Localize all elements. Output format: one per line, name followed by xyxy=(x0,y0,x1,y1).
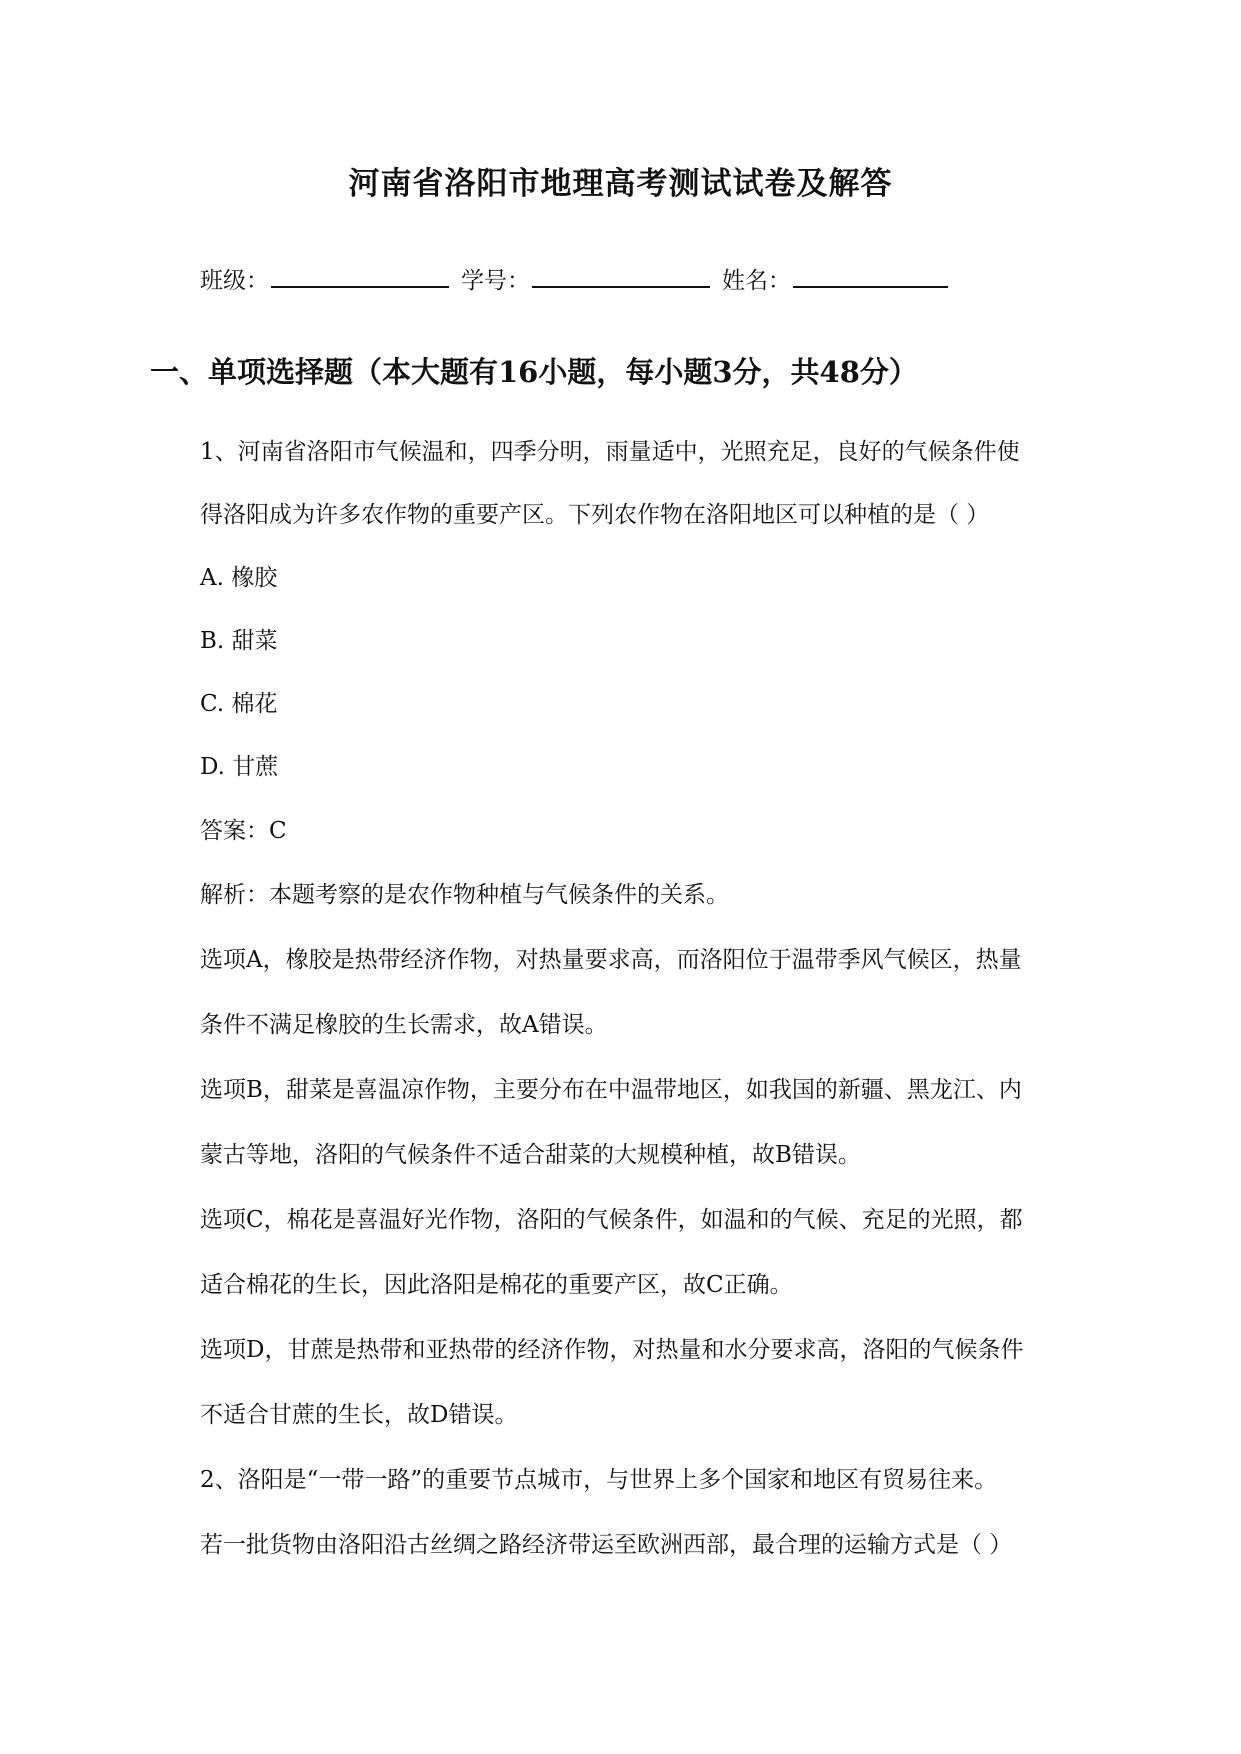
name-label: 姓名： xyxy=(722,268,791,294)
analysis-line: 条件不满足橡胶的生长需求，故A错误。 xyxy=(200,1012,608,1038)
analysis-line: 不适合甘蔗的生长，故D错误。 xyxy=(200,1402,518,1428)
analysis-line: 选项C，棉花是喜温好光作物，洛阳的气候条件，如温和的气候、充足的光照，都 xyxy=(200,1207,1023,1233)
question-1-stem-line-1: 1、河南省洛阳市气候温和，四季分明，雨量适中，光照充足，良好的气候条件使 xyxy=(200,439,1020,465)
question-1-option-a: A. 橡胶 xyxy=(200,565,278,591)
class-blank xyxy=(271,266,449,288)
question-1-analysis-intro: 解析：本题考察的是农作物种植与气候条件的关系。 xyxy=(200,882,729,908)
question-1-answer: 答案：C xyxy=(200,818,287,844)
student-info-row xyxy=(200,262,960,295)
analysis-line: 选项A，橡胶是热带经济作物，对热量要求高，而洛阳位于温带季风气候区，热量 xyxy=(200,947,1022,973)
name-blank xyxy=(793,266,948,288)
analysis-line: 选项B，甜菜是喜温凉作物，主要分布在中温带地区，如我国的新疆、黑龙江、内 xyxy=(200,1077,1022,1103)
student-id-label: 学号： xyxy=(461,268,530,294)
question-1-option-b: B. 甜菜 xyxy=(200,628,278,654)
class-label: 班级： xyxy=(200,268,269,294)
question-1-stem-line-2: 得洛阳成为许多农作物的重要产区。下列农作物在洛阳地区可以种植的是（ ） xyxy=(200,502,990,528)
analysis-line: 蒙古等地，洛阳的气候条件不适合甜菜的大规模种植，故B错误。 xyxy=(200,1142,861,1168)
section-heading: 一、单项选择题（本大题有16小题，每小题3分，共48分） xyxy=(150,355,918,389)
question-1-option-c: C. 棉花 xyxy=(200,691,278,717)
question-2-stem-line-1: 2、洛阳是“一带一路”的重要节点城市，与世界上多个国家和地区有贸易往来。 xyxy=(200,1467,998,1493)
page-title: 河南省洛阳市地理高考测试试卷及解答 xyxy=(348,166,893,202)
analysis-line: 选项D，甘蔗是热带和亚热带的经济作物，对热量和水分要求高，洛阳的气候条件 xyxy=(200,1337,1024,1363)
question-2-stem-line-2: 若一批货物由洛阳沿古丝绸之路经济带运至欧洲西部，最合理的运输方式是（ ） xyxy=(200,1532,1013,1558)
student-id-blank xyxy=(532,266,710,288)
question-1-option-d: D. 甘蔗 xyxy=(200,754,279,780)
analysis-line: 适合棉花的生长，因此洛阳是棉花的重要产区，故C正确。 xyxy=(200,1272,793,1298)
